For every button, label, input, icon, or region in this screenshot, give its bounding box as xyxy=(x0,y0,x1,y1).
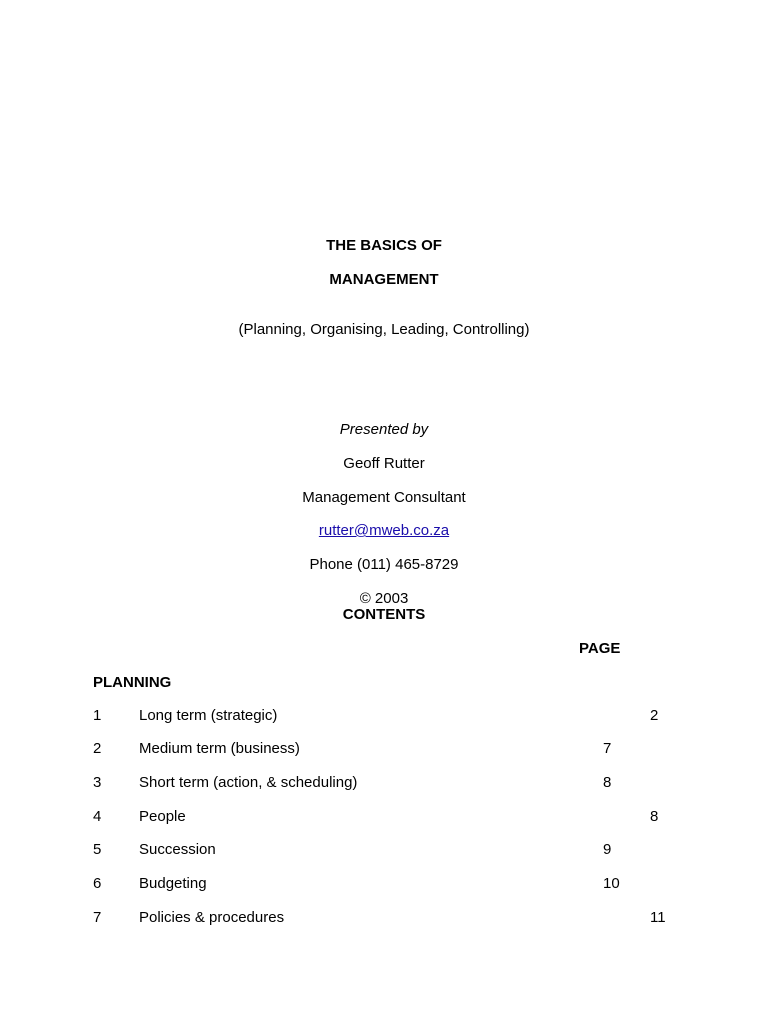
toc-item-number: 1 xyxy=(93,707,102,724)
author-role: Management Consultant xyxy=(302,489,466,506)
author-name: Geoff Rutter xyxy=(343,455,425,472)
toc-item-label: Long term (strategic) xyxy=(139,707,278,724)
title-line-1: THE BASICS OF xyxy=(326,237,442,254)
toc-item-page: 11 xyxy=(650,909,666,926)
toc-item-number: 5 xyxy=(93,841,102,858)
toc-item-number: 4 xyxy=(93,808,102,825)
toc-item-number: 6 xyxy=(93,875,102,892)
phone-number: Phone (011) 465-8729 xyxy=(309,556,459,573)
toc-item-label: Medium term (business) xyxy=(139,740,300,757)
email-link[interactable]: rutter@mweb.co.za xyxy=(318,522,450,539)
toc-item-label: Short term (action, & scheduling) xyxy=(139,774,358,791)
toc-item-label: People xyxy=(139,808,186,825)
toc-item-label: Succession xyxy=(139,841,216,858)
subtitle: (Planning, Organising, Leading, Controlling) xyxy=(238,321,530,338)
toc-item-page: 7 xyxy=(603,740,612,757)
toc-item-label: Policies & procedures xyxy=(139,909,285,926)
toc-item-number: 2 xyxy=(93,740,102,757)
copyright: © 2003 xyxy=(359,590,409,607)
toc-item-page: 2 xyxy=(650,707,659,724)
presented-by-label: Presented by xyxy=(339,421,429,438)
page-column-header: PAGE xyxy=(579,640,621,657)
toc-item-label: Budgeting xyxy=(139,875,207,892)
toc-item-page: 8 xyxy=(603,774,612,791)
toc-item-page: 8 xyxy=(650,808,659,825)
contents-heading: CONTENTS xyxy=(342,606,426,623)
email-row xyxy=(0,522,768,540)
title-line-2: MANAGEMENT xyxy=(329,271,439,288)
toc-item-page: 10 xyxy=(603,875,620,892)
section-heading-planning: PLANNING xyxy=(93,674,172,691)
toc-item-page: 9 xyxy=(603,841,612,858)
toc-item-number: 7 xyxy=(93,909,102,926)
toc-item-number: 3 xyxy=(93,774,102,791)
